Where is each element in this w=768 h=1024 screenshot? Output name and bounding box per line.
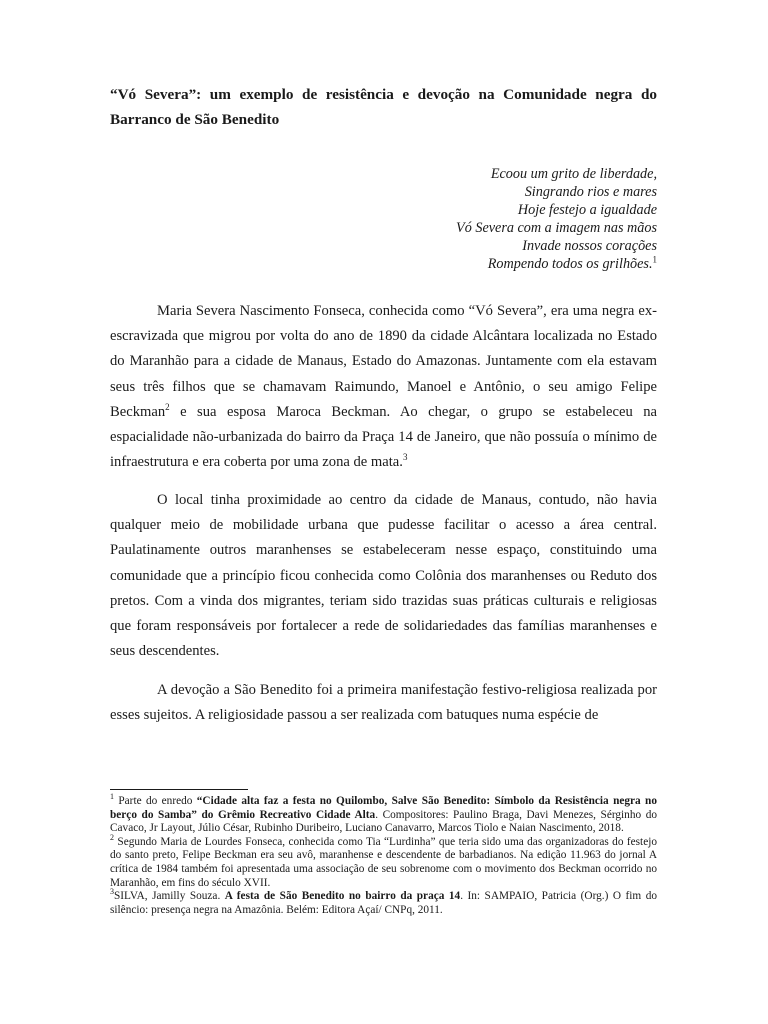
footnote-bold-text: “Cidade alta faz a festa no Quilombo, Salve São Benedito: Símbolo da Resistência negra no berço do Samba” do Grêmio Recreativo Cidade Alta <box>110 795 657 821</box>
footnote-ref[interactable]: 3 <box>402 452 408 463</box>
poem-line-last <box>277 255 657 273</box>
body-paragraph: O local tinha proximidade ao centro da cidade de Manaus, contudo, não havia qualquer meio de mobilidade urbana que pudesse facilitar o acesso a área central. Paulatinamente outros maranhenses se estabeleceram nesse espaço, constituindo uma comunidade que a princípio ficou conhecida como Colônia dos maranhenses ou Reduto dos pretos. Com a vinda dos migrantes, teriam sido trazidas suas práticas culturais e religiosas que foram responsáveis por fortalecer a rede de solidariedades das famílias maranhenses e seus descendentes. <box>110 492 657 660</box>
footnote-2 <box>110 833 657 890</box>
footnote-number: 3 <box>110 887 114 897</box>
poem-line: Invade nossos corações <box>522 238 657 254</box>
footnotes-section <box>110 792 657 917</box>
footnote-bold-text: A festa de São Benedito no bairro da praça 14 <box>224 890 461 903</box>
footnote-3 <box>110 887 657 917</box>
epigraph-poem <box>277 165 657 273</box>
footnote-ref[interactable]: 1 <box>652 254 657 265</box>
poem-line-text: Rompendo todos os grilhões. <box>487 256 653 272</box>
footnote-1 <box>110 792 657 836</box>
paragraph-text: e sua esposa Maroca Beckman. Ao chegar, o grupo se estabeleceu na espacialidade não-urbanizada do bairro da Praça 14 de Janeiro, que não possuía o mínimo de infraestrutura e era coberta por uma zona de mata. <box>110 403 657 471</box>
footnote-text: Parte do enredo <box>114 795 197 807</box>
poem-line: Singrando rios e mares <box>524 184 657 200</box>
footnote-divider <box>110 789 248 790</box>
footnote-number: 2 <box>110 833 114 843</box>
paragraph-text: Maria Severa Nascimento Fonseca, conhecida como “Vó Severa”, era uma negra ex-escravizada que migrou por volta do ano de 1890 da cidade Alcântara localizada no Estado do Maranhão para a cidade de Manaus, Estado do Amazonas. Juntamente com ela estavam seus três filhos que se chamavam Raimundo, Manoel e Antônio, o seu amigo Felipe Beckman <box>110 303 657 420</box>
document-title: “Vó Severa”: um exemplo de resistência e devoção na Comunidade negra do Barranco de São Benedito <box>110 86 657 128</box>
footnote-text: SILVA, Jamilly Souza. <box>114 890 225 903</box>
footnote-text: Segundo Maria de Lourdes Fonseca, conhecida como Tia “Lurdinha” que teria sido uma das organizadoras do festejo do santo preto, Felipe Beckman era seu avô, maranhense e descendente de barbadianos. Na edição 11.963 do jornal A crítica de 1984 também foi apresentada uma associação de seu sobrenome com o movimento dos Beckman ocorrido no Maranhão, em fins do século XVII. <box>110 835 657 889</box>
footnote-text: . Compositores: Paulino Braga, Davi Menezes, Sérginho do Cavaco, Jr Layout, Júlio César, Rubinho Duribeiro, Luciano Canavarro, Marcos Tiolo e Naian Nascimento, 2018. <box>110 808 657 835</box>
footnote-ref[interactable]: 2 <box>165 401 170 412</box>
body-paragraph: A devoção a São Benedito foi a primeira manifestação festivo-religiosa realizada por esses sujeitos. A religiosidade passou a ser realizada com batuques numa espécie de <box>110 682 657 724</box>
poem-line: Ecoou um grito de liberdade, <box>490 166 657 182</box>
footnote-text: . In: SAMPAIO, Patricia (Org.) O fim do silêncio: presença negra na Amazônia. Belém: Editora Açaí/ CNPq, 2011. <box>110 890 657 916</box>
body-paragraph <box>110 299 657 475</box>
poem-line: Hoje festejo a igualdade <box>517 202 657 218</box>
poem-line: Vó Severa com a imagem nas mãos <box>456 220 657 236</box>
footnote-number: 1 <box>110 792 114 802</box>
